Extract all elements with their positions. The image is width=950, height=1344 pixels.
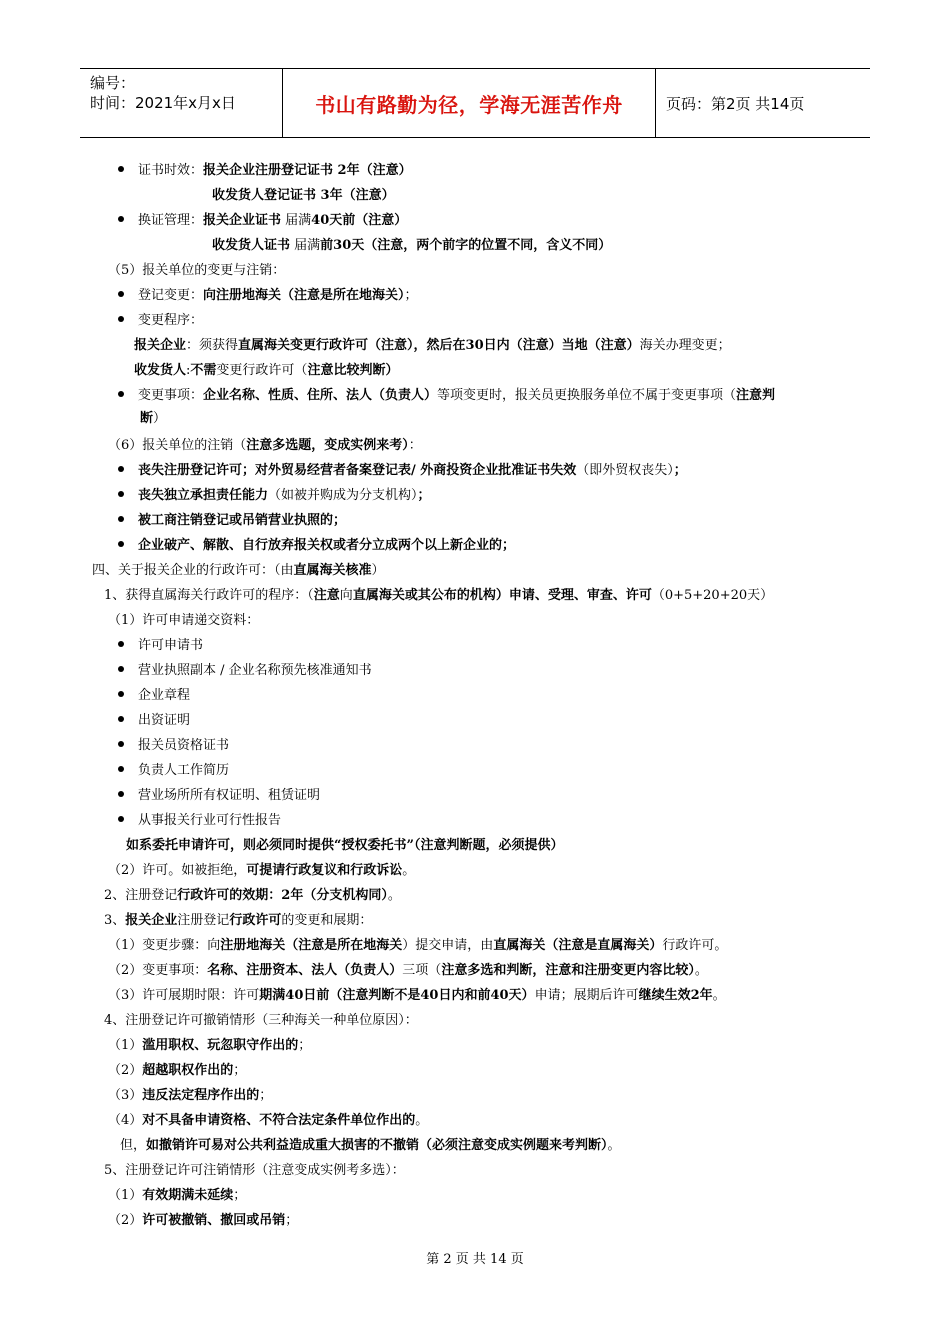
text-line	[108, 437, 422, 455]
text-run: ）	[371, 563, 385, 578]
text-run: 如系委托申请许可，则必须同时提供“授权委托书”（注意判断题，必须提供）	[126, 838, 564, 853]
text-run: 注意多选和判断，注意和注册变更内容比较）	[441, 963, 695, 978]
text-run: 变更程序：	[138, 313, 204, 328]
text-run: （6）报关单位的注销（	[108, 438, 247, 453]
text-run: 2、注册登记	[104, 888, 178, 903]
text-run: 企业章程	[138, 688, 191, 703]
text-run: 丧失独立承担责任能力	[138, 488, 269, 503]
header-motto-cell	[282, 69, 656, 137]
text-run: 期满40日前（注意判断不是40日内和前40天）	[259, 988, 535, 1003]
text-line	[118, 712, 190, 730]
text-line	[104, 887, 401, 905]
text-line	[118, 162, 412, 180]
text-run: （1）许可申请递交资料：	[108, 613, 260, 628]
text-line	[108, 937, 727, 955]
text-run: 有效期满未延续	[142, 1188, 234, 1203]
bullet-icon	[118, 291, 124, 297]
text-run: ；	[233, 1188, 247, 1203]
text-run: （1）	[108, 1188, 143, 1203]
text-line	[108, 862, 415, 880]
text-run: （1）变更步骤：向	[108, 938, 221, 953]
text-run: 。	[415, 1113, 429, 1128]
text-run: 收发货人登记证书 3年（注意）	[212, 188, 395, 203]
text-run: 。	[712, 988, 726, 1003]
text-run: 超越职权作出的	[142, 1063, 234, 1078]
text-run: 。	[607, 1138, 621, 1153]
text-run: 直属海关变更行政许可（注意），然后在30日内（注意）当地（注意）	[238, 338, 640, 353]
text-line	[140, 410, 166, 428]
page-footer: 第 2 页 共 14 页	[426, 1252, 524, 1267]
text-line	[118, 487, 431, 505]
text-run: 注意	[313, 588, 340, 603]
text-run: 对不具备申请资格、不符合法定条件单位作出的	[142, 1113, 416, 1128]
text-line	[108, 987, 726, 1005]
text-run: 换证管理：	[138, 213, 204, 228]
text-run: 。	[694, 963, 708, 978]
bullet-icon	[118, 491, 124, 497]
text-run: 四、关于报关企业的行政许可：（由	[92, 563, 294, 578]
text-run: 名称、注册资本、法人（负责人）	[207, 963, 403, 978]
text-run: 向	[339, 588, 353, 603]
text-run: 直属海关核准	[293, 563, 372, 578]
text-run: 行政许可	[229, 913, 282, 928]
bullet-icon	[118, 766, 124, 772]
text-run: （0+5+20+20天）	[651, 588, 774, 603]
text-line	[108, 1212, 298, 1230]
text-run: 等项变更时，报关员更换服务单位不属于变更事项（	[437, 388, 737, 403]
text-line	[108, 1087, 272, 1105]
text-run: （3）许可展期时限：许可	[108, 988, 260, 1003]
text-run: ；	[404, 288, 418, 303]
text-run: （4）	[108, 1113, 143, 1128]
text-run: 营业执照副本 / 企业名称预先核准通知书	[138, 663, 372, 678]
text-line	[108, 962, 708, 980]
text-run: 届满	[281, 213, 312, 228]
text-line	[118, 512, 346, 530]
text-run: 行政许可。	[662, 938, 728, 953]
bullet-icon	[118, 641, 124, 647]
text-line	[134, 337, 731, 355]
document-number-label: 编号：	[90, 74, 136, 92]
header-page-info: 页码：第2页 共14页	[666, 94, 805, 113]
text-line	[118, 737, 229, 755]
document-time-label: 时间：2021年x月x日	[90, 94, 236, 112]
text-line	[118, 687, 190, 705]
text-run: 。	[402, 863, 416, 878]
text-run: 报关企业	[125, 913, 178, 928]
bullet-icon	[118, 541, 124, 547]
text-run: 丧失注册登记许可；对外贸易经营者备案登记表/ 外商投资企业批准证书失效	[138, 463, 577, 478]
text-run: 但，	[120, 1138, 147, 1153]
text-run: 行政许可的效期：2年（分支机构同）	[177, 888, 388, 903]
text-run: 三项（	[402, 963, 442, 978]
text-line	[118, 312, 203, 330]
text-run: 收发货人	[134, 363, 187, 378]
text-run: :	[186, 363, 191, 378]
text-run: ；	[673, 463, 687, 478]
text-line	[108, 1062, 246, 1080]
text-line	[108, 262, 285, 280]
text-run: 注意比较判断）	[307, 363, 399, 378]
text-run: 注意多选题，变成实例来考）	[246, 438, 409, 453]
text-run: 断	[140, 411, 154, 426]
text-line	[118, 787, 320, 805]
text-run: ：须获得	[186, 338, 239, 353]
text-line	[212, 187, 395, 205]
text-run: ）提交申请，由	[402, 938, 494, 953]
text-run: 继续生效2年	[638, 988, 713, 1003]
text-run: 海关办理变更；	[639, 338, 731, 353]
bullet-icon	[118, 666, 124, 672]
text-run: 证书时效：	[138, 163, 204, 178]
text-run: 4、注册登记许可撤销情形（三种海关一种单位原因）：	[104, 1013, 418, 1028]
text-run: 营业场所所有权证明、租赁证明	[138, 788, 321, 803]
text-line	[108, 1037, 311, 1055]
text-run: ；	[285, 1213, 299, 1228]
text-run: 报关企业证书	[203, 213, 282, 228]
text-run: 届满	[290, 238, 321, 253]
text-run: 报关企业注册登记证书 2年（注意）	[203, 163, 412, 178]
text-line	[118, 762, 229, 780]
text-run: 被工商注销登记或吊销营业执照的；	[138, 513, 347, 528]
text-run: 变更事项：	[138, 388, 204, 403]
text-line	[120, 1137, 621, 1155]
text-run: ；	[233, 1063, 247, 1078]
text-run: 5、注册登记许可注销情形（注意变成实例考多选）：	[104, 1163, 405, 1178]
text-run: 滥用职权、玩忽职守作出的	[142, 1038, 299, 1053]
bullet-icon	[118, 466, 124, 472]
text-line	[118, 637, 203, 655]
header-motto: 书山有路勤为径，学海无涯苦作舟	[315, 92, 623, 117]
bullet-icon	[118, 216, 124, 222]
text-run: 违反法定程序作出的	[142, 1088, 260, 1103]
text-run: 企业名称、性质、住所、法人（负责人）	[203, 388, 438, 403]
header-page-cell	[656, 69, 870, 137]
text-run: （2）	[108, 1063, 143, 1078]
text-line	[212, 237, 611, 255]
text-run: （如被并购成为分支机构）	[268, 488, 418, 503]
text-line	[118, 212, 407, 230]
text-run: ；	[417, 488, 431, 503]
text-line	[108, 1187, 246, 1205]
bullet-icon	[118, 316, 124, 322]
text-line	[126, 837, 563, 855]
text-line	[104, 1012, 418, 1030]
text-line	[104, 587, 773, 605]
text-run: 出资证明	[138, 713, 191, 728]
text-line	[118, 387, 775, 405]
bullet-icon	[118, 691, 124, 697]
text-line	[118, 537, 515, 555]
text-run: 注册登记	[177, 913, 230, 928]
text-run: 注意判	[736, 388, 776, 403]
text-run: 不需	[190, 363, 217, 378]
text-run: 40天前（注意）	[311, 213, 408, 228]
bullet-icon	[118, 816, 124, 822]
text-run: 可提请行政复议和行政诉讼	[246, 863, 403, 878]
text-run: 企业破产、解散、自行放弃报关权或者分立成两个以上新企业的；	[138, 538, 516, 553]
text-run: （1）	[108, 1038, 143, 1053]
text-run: 登记变更：	[138, 288, 204, 303]
text-run: 许可申请书	[138, 638, 204, 653]
text-line	[118, 662, 372, 680]
text-line	[104, 912, 372, 930]
bullet-icon	[118, 166, 124, 172]
text-run: （5）报关单位的变更与注销：	[108, 263, 286, 278]
text-run: （即外贸权丧失）	[576, 463, 674, 478]
text-run: 申请；展期后许可	[534, 988, 639, 1003]
text-run: 收发货人证书	[212, 238, 291, 253]
text-run: 从事报关行业可行性报告	[138, 813, 282, 828]
text-line	[108, 1112, 428, 1130]
text-run: 1、获得直属海关行政许可的程序：（	[104, 588, 314, 603]
text-run: 直属海关（注意是直属海关）	[493, 938, 663, 953]
text-run: （3）	[108, 1088, 143, 1103]
page-header	[80, 68, 870, 138]
text-run: 向注册地海关（注意是所在地海关）	[203, 288, 405, 303]
text-run: 的变更和展期：	[281, 913, 373, 928]
text-run: 变更行政许可（	[216, 363, 308, 378]
text-run: （2）	[108, 1213, 143, 1228]
header-left-cell	[80, 69, 280, 137]
text-line	[118, 287, 418, 305]
text-run: 直属海关或其公布的机构）申请、受理、审查、许可	[352, 588, 652, 603]
text-run: 许可被撤销、撤回或吊销	[142, 1213, 286, 1228]
text-run: 报关企业	[134, 338, 187, 353]
bullet-icon	[118, 716, 124, 722]
text-line	[118, 812, 281, 830]
text-run: （2）许可。如被拒绝，	[108, 863, 247, 878]
text-run: 负责人工作简历	[138, 763, 230, 778]
text-line	[104, 1162, 405, 1180]
text-run: 如撤销许可易对公共利益造成重大损害的不撤销（必须注意变成实例题来考判断）	[146, 1138, 608, 1153]
text-run: ：	[408, 438, 422, 453]
text-line	[134, 362, 398, 380]
text-run: （2）变更事项：	[108, 963, 208, 978]
text-run: ）	[153, 411, 167, 426]
text-line	[118, 462, 687, 480]
text-line	[108, 612, 259, 630]
text-run: 注册地海关（注意是所在地海关	[220, 938, 403, 953]
bullet-icon	[118, 741, 124, 747]
text-run: 。	[387, 888, 401, 903]
text-run: 3、	[104, 913, 126, 928]
bullet-icon	[118, 791, 124, 797]
bullet-icon	[118, 516, 124, 522]
text-line	[92, 562, 385, 580]
text-run: ；	[298, 1038, 312, 1053]
text-run: 前30天（注意，两个前字的位置不同，含义不同）	[320, 238, 612, 253]
text-run: 报关员资格证书	[138, 738, 230, 753]
bullet-icon	[118, 391, 124, 397]
text-run: ；	[259, 1088, 273, 1103]
